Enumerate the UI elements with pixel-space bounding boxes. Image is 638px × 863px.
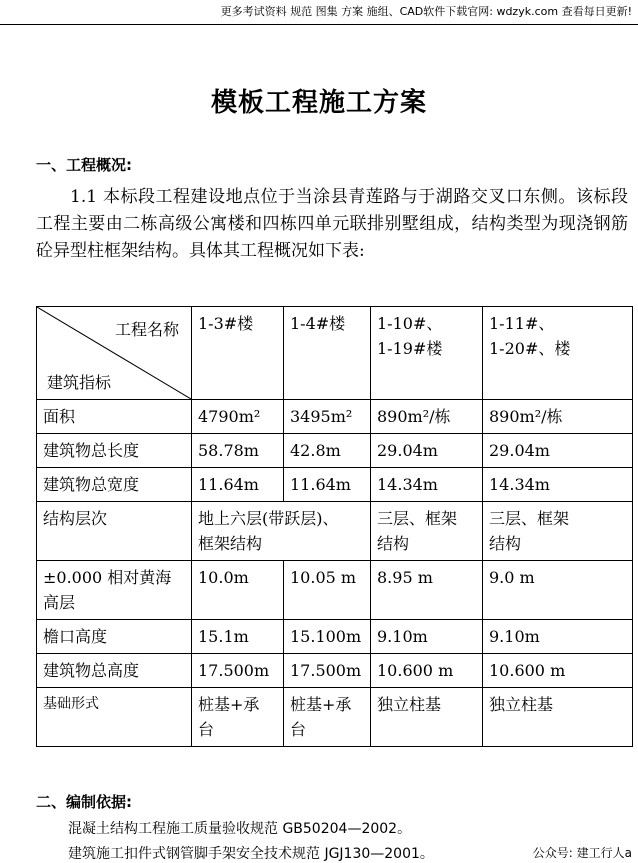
table-header-row xyxy=(37,307,633,400)
table-cell: 10.600 m xyxy=(483,654,633,688)
table-cell: 9.0 m xyxy=(483,561,633,620)
table-cell: 11.64m xyxy=(284,468,371,502)
table-cell: 10.05 m xyxy=(284,561,371,620)
basis-item: 建筑施工扣件式钢管脚手架安全技术规范 JGJ130—2001。 xyxy=(68,846,434,862)
table-cell: 42.8m xyxy=(284,434,371,468)
table-cell: 14.34m xyxy=(371,468,483,502)
row-label: 建筑物总宽度 xyxy=(37,468,192,502)
table-cell: 桩基+承 台 xyxy=(192,688,284,747)
table-row xyxy=(37,434,633,468)
table-row xyxy=(37,688,633,747)
diagonal-header-cell xyxy=(37,307,192,400)
project-overview-table xyxy=(36,306,633,747)
section-heading-basis: 二、编制依据: xyxy=(36,793,132,811)
column-header: 1-4#楼 xyxy=(284,307,371,400)
corner-label-project: 工程名称 xyxy=(114,320,179,339)
row-label: 建筑物总高度 xyxy=(37,654,192,688)
table-cell: 17.500m xyxy=(284,654,371,688)
table-cell: 三层、框架 结构 xyxy=(371,502,483,561)
table-cell: 890m²/栋 xyxy=(483,400,633,434)
table-cell: 10.0m xyxy=(192,561,284,620)
table-cell: 独立柱基 xyxy=(371,688,483,747)
table-cell: 15.1m xyxy=(192,620,284,654)
table-cell: 17.500m xyxy=(192,654,284,688)
banner-text: 更多考试资料 规范 图集 方案 施组、CAD软件下载官网: wdzyk.com 查看每日更新! xyxy=(220,5,632,18)
table-cell: 三层、框架 结构 xyxy=(483,502,633,561)
overview-paragraph: 1.1 本标段工程建设地点位于当涂县青莲路与于湖路交叉口东侧。该标段工程主要由二栋高级公寓楼和四栋四单元联排别墅组成，结构类型为现浇钢筋砼异型柱框架结构。具体其工程概况如下表: xyxy=(36,187,628,261)
table-cell: 14.34m xyxy=(483,468,633,502)
table-cell: 29.04m xyxy=(371,434,483,468)
table-cell: 15.100m xyxy=(284,620,371,654)
row-label: 建筑物总长度 xyxy=(37,434,192,468)
wechat-watermark: 公众号: 建工行人a xyxy=(532,846,632,860)
row-label: ±0.000 相对黄海 高层 xyxy=(37,561,192,620)
column-header: 1-11#、 1-20#、楼 xyxy=(483,307,633,400)
table-cell: 9.10m xyxy=(371,620,483,654)
table-cell: 独立柱基 xyxy=(483,688,633,747)
section-heading-overview: 一、工程概况: xyxy=(36,156,132,174)
table-row xyxy=(37,561,633,620)
row-label: 结构层次 xyxy=(37,502,192,561)
column-header: 1-3#楼 xyxy=(192,307,284,400)
table-cell: 4790m² xyxy=(192,400,284,434)
table-cell: 3495m² xyxy=(284,400,371,434)
document-title: 模板工程施工方案 xyxy=(210,88,427,118)
row-label: 基础形式 xyxy=(37,688,192,747)
table-cell: 9.10m xyxy=(483,620,633,654)
table-cell: 8.95 m xyxy=(371,561,483,620)
top-banner xyxy=(0,0,638,25)
table-cell: 桩基+承 台 xyxy=(284,688,371,747)
table-cell-merged: 地上六层(带跃层)、 框架结构 xyxy=(192,502,371,561)
row-label: 檐口高度 xyxy=(37,620,192,654)
table-cell: 58.78m xyxy=(192,434,284,468)
table-row xyxy=(37,502,633,561)
column-header: 1-10#、 1-19#楼 xyxy=(371,307,483,400)
row-label: 面积 xyxy=(37,400,192,434)
corner-label-indicator: 建筑指标 xyxy=(47,373,112,392)
table-cell: 10.600 m xyxy=(371,654,483,688)
basis-item: 混凝土结构工程施工质量验收规范 GB50204—2002。 xyxy=(68,821,412,837)
table-cell: 11.64m xyxy=(192,468,284,502)
table-cell: 29.04m xyxy=(483,434,633,468)
table-cell: 890m²/栋 xyxy=(371,400,483,434)
table-row xyxy=(37,654,633,688)
table-row xyxy=(37,468,633,502)
table-row xyxy=(37,620,633,654)
table-row xyxy=(37,400,633,434)
